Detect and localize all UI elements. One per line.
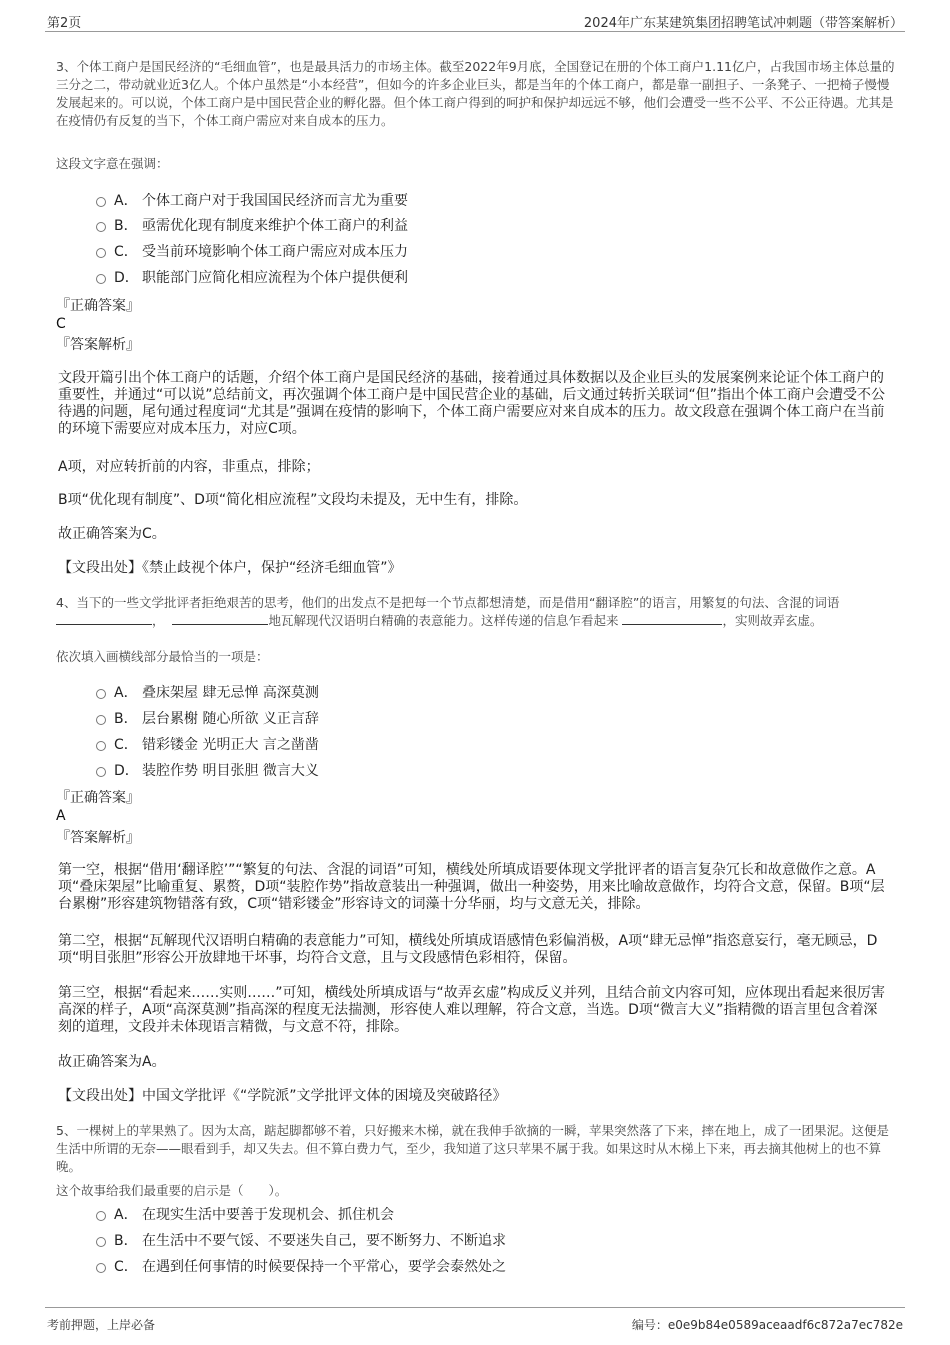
- q5-question: 这个故事给我们最重要的启示是（ ）。: [56, 1183, 288, 1198]
- option-letter: B．: [114, 1233, 138, 1249]
- q5-option-b[interactable]: [96, 1229, 506, 1251]
- radio-icon[interactable]: [96, 197, 106, 207]
- q4-blank-2: [172, 613, 268, 625]
- q3-stem: 3、个体工商户是国民经济的“毛细血管”，也是最具活力的市场主体。截至2022年9月底，全国登记在册的个体工商户1.11亿户，占我国市场主体总量的三分之二，带动就业近3亿人。个体户虽然是“小本经营”，但如今的许多企业巨头，都是当年的个体工商户，都是靠一副担子、一条凳子、一把椅子慢慢发展起来的。可以说，个体工商户是中国民营企业的孵化器。但个体工商户得到的呵护和保护却远远不够，他们会遭受一些不公平、不公正待遇。尤其是在疫情仍有反复的当下，个体工商户需应对来自成本的压力。: [56, 59, 895, 128]
- option-text: 职能部门应简化相应流程为个体户提供便利: [142, 270, 408, 286]
- option-letter: A．: [114, 1207, 138, 1223]
- page-header: [45, 8, 905, 32]
- q4-analysis-para-4: 故正确答案为A。: [58, 1054, 166, 1070]
- q4-stem-part3: 地瓦解现代汉语明白精确的表意能力。这样传递的信息乍看起来: [268, 613, 619, 628]
- option-letter: B．: [114, 218, 138, 234]
- radio-icon[interactable]: [96, 1211, 106, 1221]
- option-text: 亟需优化现有制度来维护个体工商户的利益: [142, 218, 408, 234]
- q5-stem: 5、一棵树上的苹果熟了。因为太高，踮起脚都够不着，只好搬来木梯，就在我伸手欲摘的一瞬，苹果突然落了下来，摔在地上，成了一团果泥。这便是生活中所谓的无奈——眼看到手，却又失去。但不算白费力气，至少，我知道了这只苹果不属于我。如果这时从木梯上下来，再去摘其他树上的也不算晚。: [56, 1123, 889, 1174]
- option-text: 叠床架屋 肆无忌惮 高深莫测: [142, 685, 319, 701]
- option-text: 层台累榭 随心所欲 义正言辞: [142, 711, 319, 727]
- q3-analysis-para-1: 文段开篇引出个体工商户的话题，介绍个体工商户是国民经济的基础，接着通过具体数据以及企业巨头的发展案例来论证个体工商户的重要性，并通过“可以说”总结前文，再次强调个体工商户是中国民营企业的基础，后文通过转折关联词“但”指出个体工商户会遭受不公待遇的问题，尾句通过程度词“尤其是”强调在疫情的影响下，个体工商户需要应对来自成本的压力。故文段意在强调个体工商户在当前的环境下需要应对成本压力，对应C项。: [58, 370, 886, 437]
- document-title: 2024年广东某建筑集团招聘笔试冲刺题（带答案解析）: [583, 16, 903, 31]
- option-text: 错彩镂金 光明正大 言之凿凿: [142, 737, 319, 753]
- q4-option-c[interactable]: [96, 733, 319, 755]
- q3-option-a[interactable]: [96, 189, 408, 211]
- q4-option-b[interactable]: [96, 707, 319, 729]
- q3-analysis-para-3: B项“优化现有制度”、D项“简化相应流程”文段均未提及，无中生有，排除。: [58, 492, 528, 508]
- q4-stem-part2: ，: [152, 613, 165, 628]
- option-letter: A．: [114, 193, 138, 209]
- q4-blank-1: [56, 613, 152, 625]
- option-letter: C．: [114, 1259, 138, 1275]
- radio-icon[interactable]: [96, 741, 106, 751]
- radio-icon[interactable]: [96, 1237, 106, 1247]
- radio-icon[interactable]: [96, 1263, 106, 1273]
- q3-question: 这段文字意在强调：: [56, 156, 169, 171]
- radio-icon[interactable]: [96, 274, 106, 284]
- page-number: 第2页: [47, 16, 82, 31]
- q4-source: 【文段出处】中国文学批评《“学院派”文学批评文体的困境及突破路径》: [58, 1088, 507, 1104]
- option-text: 在现实生活中要善于发现机会、抓住机会: [142, 1207, 394, 1223]
- q3-answer: C: [56, 316, 66, 332]
- q4-answer: A: [56, 808, 66, 824]
- footer-slogan: 考前押题，上岸必备: [47, 1318, 156, 1332]
- page-footer: [45, 1307, 905, 1337]
- q4-analysis-label: 『答案解析』: [56, 830, 140, 846]
- q4-analysis-para-3: 第三空，根据“看起来……实则……”可知，横线处所填成语与“故弄玄虚”构成反义并列，且结合前文内容可知，应体现出看起来很厉害高深的样子，A项“高深莫测”指高深的程度无法揣测，形容使人难以理解，符合文意，当选。D项“微言大义”指精微的语言里包含着深刻的道理，文段并未体现语言精微，与文意不符，排除。: [58, 985, 886, 1035]
- option-letter: D．: [114, 270, 139, 286]
- q4-blank-3: [622, 613, 722, 625]
- option-text: 在遇到任何事情的时候要保持一个平常心，要学会泰然处之: [142, 1259, 506, 1275]
- q4-analysis-para-1: 第一空，根据“借用‘翻译腔’”“繁复的句法、含混的词语”可知，横线处所填成语要体现文学批评者的语言复杂冗长和故意做作之意。A项“叠床架屋”比喻重复、累赘，D项“装腔作势”指故意装出一种强调，做出一种姿势，用来比喻故意做作，均符合文意，保留。B项“层台累榭”形容建筑物错落有致，C项“错彩镂金”形容诗文的词藻十分华丽，均与文意无关，排除。: [58, 862, 885, 912]
- option-text: 受当前环境影响个体工商户需应对成本压力: [142, 244, 408, 260]
- q3-source: 【文段出处】《禁止歧视个体户，保护“经济毛细血管”》: [58, 560, 402, 576]
- q3-option-b[interactable]: [96, 214, 408, 236]
- option-text: 装腔作势 明目张胆 微言大义: [142, 763, 319, 779]
- radio-icon[interactable]: [96, 715, 106, 725]
- q3-answer-label: 『正确答案』: [56, 298, 140, 314]
- document-id: 编号：e0e9b84e0589aceaadf6c872a7ec782e: [631, 1318, 903, 1332]
- option-letter: C．: [114, 244, 138, 260]
- q3-analysis-label: 『答案解析』: [56, 337, 140, 353]
- option-letter: C．: [114, 737, 138, 753]
- option-letter: A．: [114, 685, 138, 701]
- q3-analysis-para-4: 故正确答案为C。: [58, 526, 166, 542]
- option-text: 在生活中不要气馁、不要迷失自己，要不断努力、不断追求: [142, 1233, 506, 1249]
- radio-icon[interactable]: [96, 248, 106, 258]
- radio-icon[interactable]: [96, 689, 106, 699]
- radio-icon[interactable]: [96, 222, 106, 232]
- q3-option-d[interactable]: [96, 266, 408, 288]
- q3-option-c[interactable]: [96, 240, 408, 262]
- q5-option-c[interactable]: [96, 1255, 506, 1277]
- q4-option-d[interactable]: [96, 759, 319, 781]
- q4-stem-part1: 4、当下的一些文学批评者拒绝艰苦的思考，他们的出发点不是把每一个节点都想清楚，而是借用“翻译腔”的语言，用繁复的句法、含混的词语: [56, 595, 840, 610]
- option-letter: B．: [114, 711, 138, 727]
- q4-stem: [56, 594, 896, 630]
- q4-stem-part4: ，实则故弄玄虚。: [722, 613, 823, 628]
- q5-option-a[interactable]: [96, 1203, 394, 1225]
- q3-analysis-para-2: A项，对应转折前的内容，非重点，排除；: [58, 459, 320, 475]
- q4-answer-label: 『正确答案』: [56, 790, 140, 806]
- radio-icon[interactable]: [96, 767, 106, 777]
- q4-option-a[interactable]: [96, 681, 319, 703]
- option-text: 个体工商户对于我国国民经济而言尤为重要: [142, 193, 408, 209]
- q4-analysis-para-2: 第二空，根据“瓦解现代汉语明白精确的表意能力”可知，横线处所填成语感情色彩偏消极，A项“肆无忌惮”指恣意妄行，毫无顾忌，D项“明目张胆”形容公开放肆地干坏事，均符合文意，且与文段感情色彩相符，保留。: [58, 933, 878, 966]
- option-letter: D．: [114, 763, 139, 779]
- q4-question: 依次填入画横线部分最恰当的一项是：: [56, 649, 269, 664]
